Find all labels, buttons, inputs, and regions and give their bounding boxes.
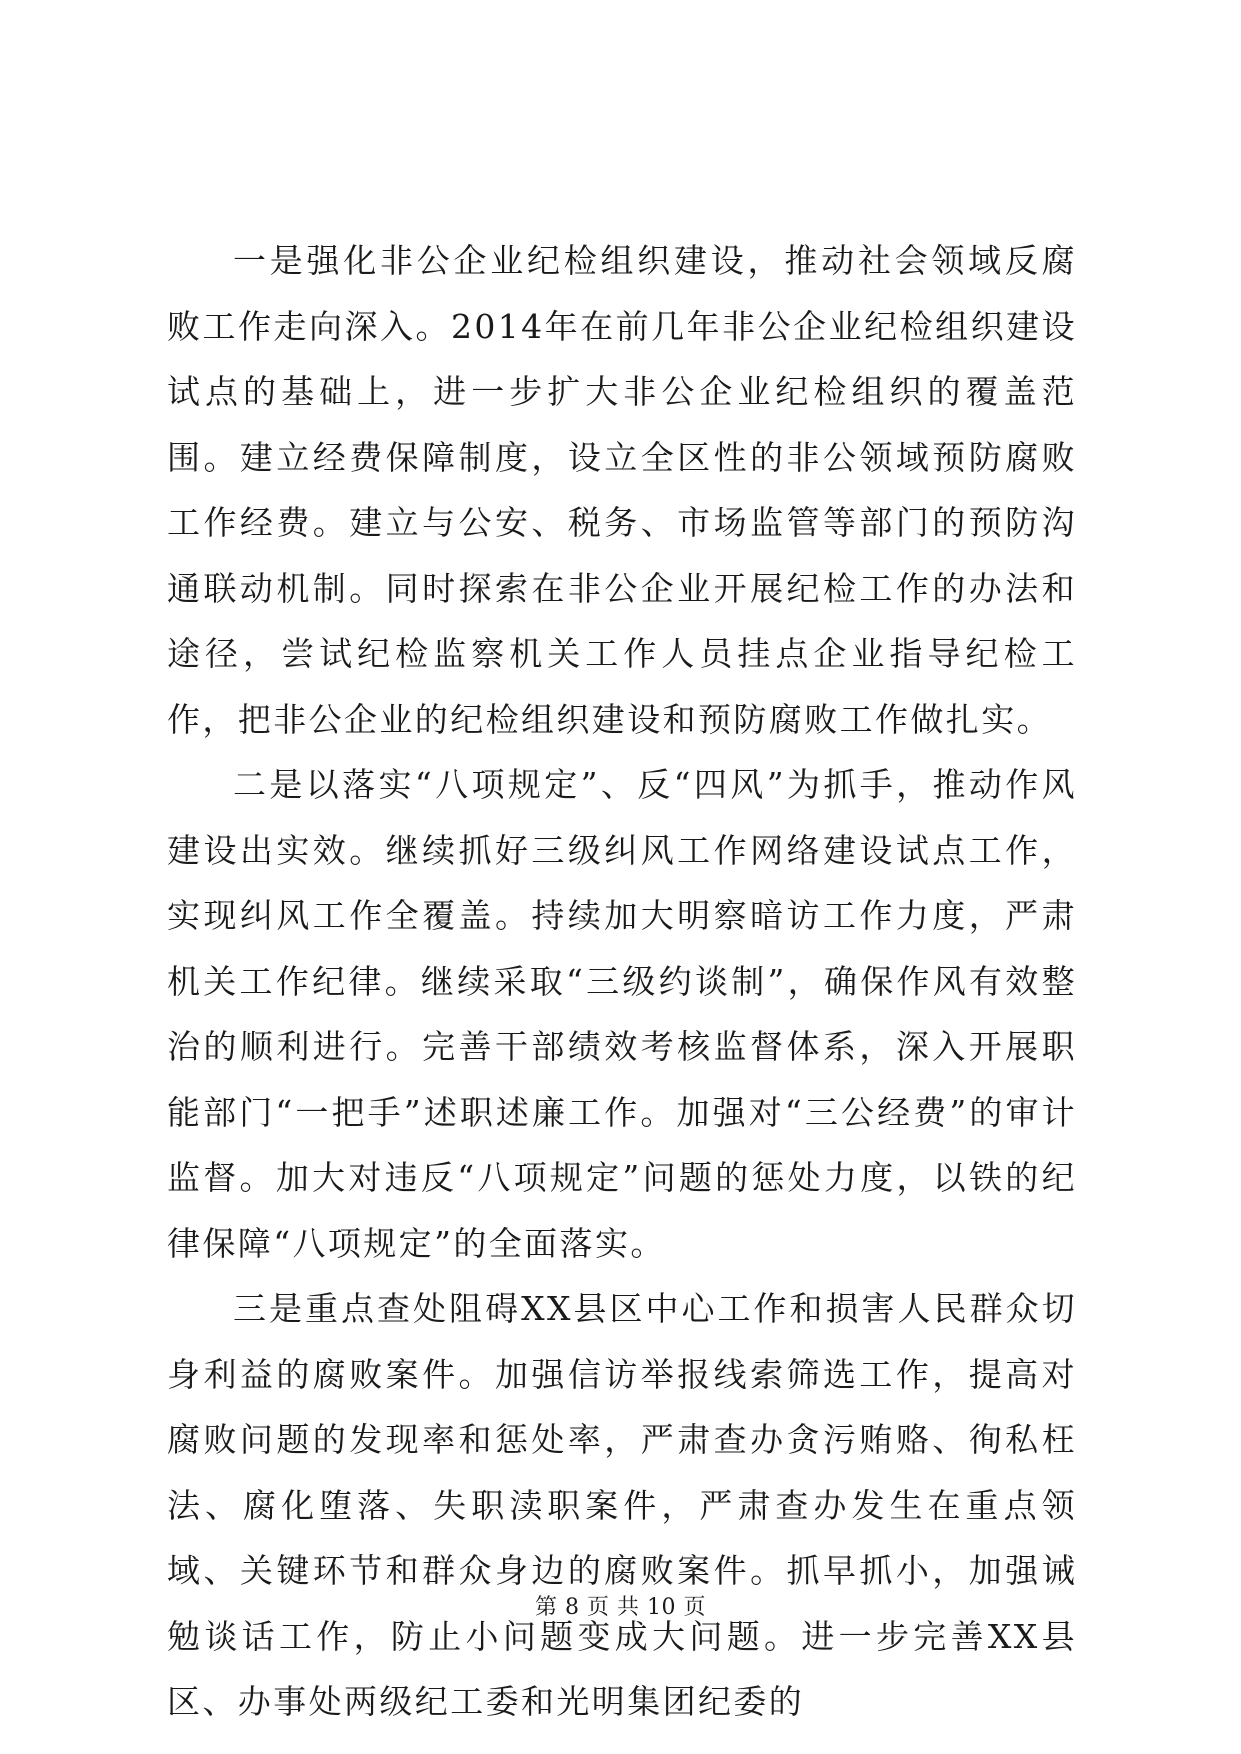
- document-body: [167, 228, 1077, 1735]
- page-number-footer: 第 8 页 共 10 页: [535, 1595, 706, 1620]
- paragraph-3: 三是重点查处阻碍XX县区中心工作和损害人民群众切身利益的腐败案件。加强信访举报线索筛选工作，提高对腐败问题的发现率和惩处率，严肃查办贪污贿赂、徇私枉法、腐化堕落、失职渎职案件，严肃查办发生在重点领域、关键环节和群众身边的腐败案件。抓早抓小，加强诫勉谈话工作，防止小问题变成大问题。进一步完善XX县区、办事处两级纪工委和光明集团纪委的: [167, 1289, 1077, 1721]
- paragraph-2: 二是以落实“八项规定”、反“四风”为抓手，推动作风建设出实效。继续抓好三级纠风工作网络建设试点工作，实现纠风工作全覆盖。持续加大明察暗访工作力度，严肃机关工作纪律。继续采取“三级约谈制”，确保作风有效整治的顺利进行。完善干部绩效考核监督体系，深入开展职能部门“一把手”述职述廉工作。加强对“三公经费”的审计监督。加大对违反“八项规定”问题的惩处力度，以铁的纪律保障“八项规定”的全面落实。: [167, 765, 1077, 1263]
- paragraph-1: 一是强化非公企业纪检组织建设，推动社会领域反腐败工作走向深入。2014年在前几年非公企业纪检组织建设试点的基础上，进一步扩大非公企业纪检组织的覆盖范围。建立经费保障制度，设立全区性的非公领域预防腐败工作经费。建立与公安、税务、市场监管等部门的预防沟通联动机制。同时探索在非公企业开展纪检工作的办法和途径，尝试纪检监察机关工作人员挂点企业指导纪检工作，把非公企业的纪检组织建设和预防腐败工作做扎实。: [167, 241, 1077, 739]
